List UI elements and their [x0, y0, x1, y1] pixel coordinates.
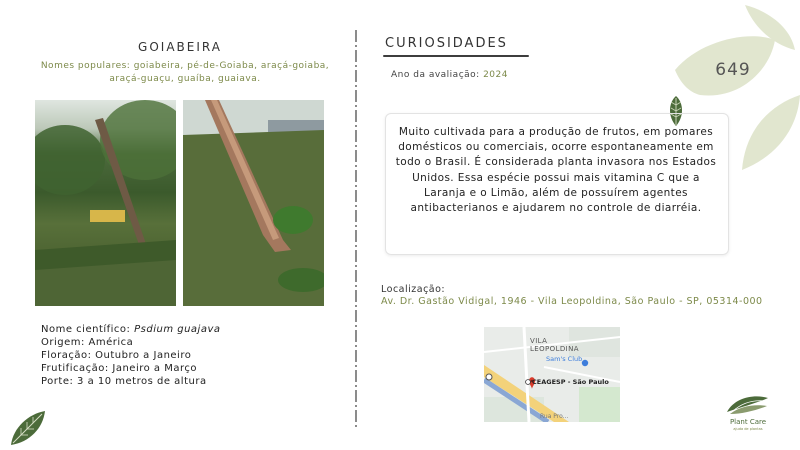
evaluation-year	[391, 70, 508, 80]
evaluation-year-value: 2024	[483, 70, 508, 80]
map-marker-label: CEAGESP - São Paulo	[532, 378, 609, 386]
plant-title: GOIABEIRA	[138, 40, 222, 54]
map-district-label	[530, 337, 579, 353]
popular-names: Nomes populares: goiabeira, pé-de-Goiaba, araçá-goiaba, araçá-guaçu, guaíba, guaiava.	[40, 61, 330, 84]
size-row: Porte: 3 a 10 metros de altura	[41, 376, 207, 387]
logo-tagline: ajuda de plantas	[733, 427, 763, 431]
scientific-name-row	[41, 323, 221, 336]
tree-photo-landscape	[35, 100, 176, 306]
curiosity-text: Muito cultivada para a produção de frutos, em pomares domésticos ou comerciais, ocorre espontaneamente em todo o Brasil. É considerada planta invasora nos Estados Unidos. Essa espécie possui mais vitamina C que a Laranja e o Limão, além de possuírem agentes antibacterianos e ajudarem no controle de diarréia.	[395, 126, 717, 215]
location-address[interactable]: Av. Dr. Gastão Vidigal, 1946 - Vila Leopoldina, São Paulo - SP, 05314-000	[381, 296, 763, 307]
logo-name: Plant Care	[729, 418, 767, 426]
map-district-line1: VILA	[530, 337, 548, 345]
evaluation-year-label: Ano da avaliação:	[391, 70, 484, 80]
leaf-bottom	[742, 95, 800, 170]
curiosities-underline	[383, 55, 529, 57]
location-map[interactable]	[484, 327, 620, 422]
scientific-name-label: Nome científico:	[41, 324, 135, 335]
vertical-divider	[352, 30, 360, 430]
tree-photo-trunk	[183, 100, 324, 306]
tree-number-badge: 649	[715, 60, 751, 80]
location-label: Localização:	[381, 284, 446, 295]
origin-row: Origem: América	[41, 337, 134, 348]
curiosities-heading: CURIOSIDADES	[385, 36, 508, 51]
flowering-row: Floração: Outubro a Janeiro	[41, 350, 192, 361]
plant-details	[41, 323, 221, 388]
plant-care-logo-icon	[725, 392, 770, 417]
leaf-icon-bottom-left	[8, 408, 48, 448]
map-district-line2: LEOPOLDINA	[530, 345, 579, 353]
map-street-label: Rua Pro...	[540, 413, 569, 420]
map-poi-label: Sam's Club	[546, 355, 583, 363]
fruiting-row: Frutificação: Janeiro a Março	[41, 363, 197, 374]
scientific-name-value: Psdium guajava	[134, 324, 221, 335]
